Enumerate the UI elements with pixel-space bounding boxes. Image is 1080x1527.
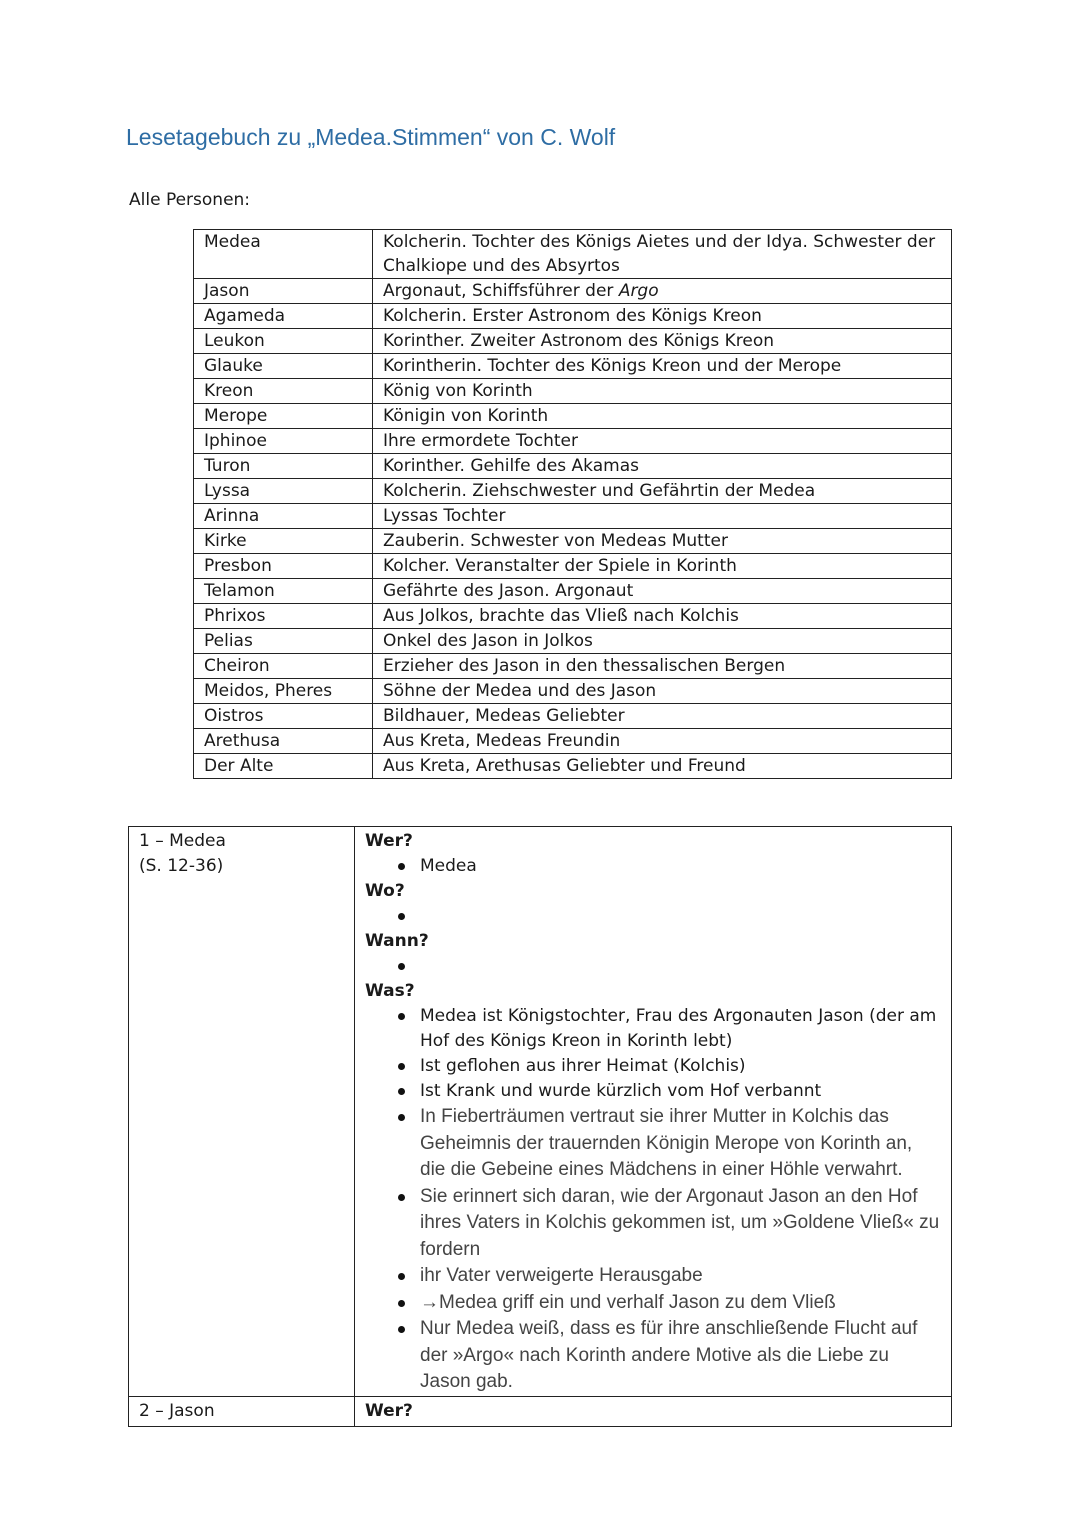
table-row — [194, 554, 952, 579]
person-name: Lyssa — [194, 479, 373, 504]
person-name: Turon — [194, 454, 373, 479]
person-description-text: König von Korinth — [383, 381, 533, 401]
table-row — [194, 329, 952, 354]
person-description-text: Kolcherin. Erster Astronom des Königs Kreon — [383, 306, 762, 326]
person-name: Agameda — [194, 304, 373, 329]
table-row — [194, 729, 952, 754]
person-description-text: Kolcherin. Ziehschwester und Gefährtin der Medea — [383, 481, 816, 501]
wer-label: Wer? — [365, 1400, 413, 1421]
list-item: Medea ist Königstochter, Frau des Argonauten Jason (der am Hof des Königs Kreon in Korinth lebt) — [365, 1004, 941, 1054]
person-description-text: Aus Kreta, Medeas Freundin — [383, 731, 621, 751]
chapter-2-content — [355, 1396, 952, 1426]
person-description — [373, 554, 952, 579]
person-description-text: Kolcher. Veranstalter der Spiele in Korinth — [383, 556, 737, 576]
list-item: Nur Medea weiß, dass es für ihre anschließende Flucht auf der »Argo« nach Korinth andere Motive als die Liebe zu Jason gab. — [365, 1316, 941, 1396]
chapter-1-heading: 1 – Medea — [139, 831, 226, 851]
person-description-text: Gefährte des Jason. Argonaut — [383, 581, 634, 601]
list-item: Medea — [365, 854, 941, 879]
persons-table — [193, 229, 952, 779]
person-description — [373, 654, 952, 679]
list-item: Ist Krank und wurde kürzlich vom Hof verbannt — [365, 1079, 941, 1104]
table-row — [194, 479, 952, 504]
person-name: Medea — [194, 230, 373, 279]
table-row — [194, 579, 952, 604]
list-item: In Fieberträumen vertraut sie ihrer Mutter in Kolchis das Geheimnis der trauernden Königin Merope von Korinth an, die die Gebeine eines Mädchens in einer Höhle verwahrt. — [365, 1104, 941, 1184]
person-description-text: Erzieher des Jason in den thessalischen Bergen — [383, 656, 786, 676]
list-item: ihr Vater verweigerte Herausgabe — [365, 1263, 941, 1290]
person-description — [373, 579, 952, 604]
person-name: Iphinoe — [194, 429, 373, 454]
person-description — [373, 629, 952, 654]
person-name: Arinna — [194, 504, 373, 529]
person-name: Merope — [194, 404, 373, 429]
person-description — [373, 304, 952, 329]
person-name: Presbon — [194, 554, 373, 579]
person-description — [373, 230, 952, 279]
person-description-text: Lyssas Tochter — [383, 506, 506, 526]
table-row — [194, 379, 952, 404]
person-name: Telamon — [194, 579, 373, 604]
list-item: Sie erinnert sich daran, wie der Argonaut Jason an den Hof ihres Vaters in Kolchis gekommen ist, um »Goldene Vließ« zu fordern — [365, 1184, 941, 1264]
chapter-row-2 — [129, 1396, 952, 1426]
person-description-text: Ihre ermordete Tochter — [383, 431, 578, 451]
person-description-text: Aus Kreta, Arethusas Geliebter und Freund — [383, 756, 746, 776]
chapter-1-pages: (S. 12-36) — [139, 856, 224, 876]
person-description — [373, 604, 952, 629]
person-name: Der Alte — [194, 754, 373, 779]
wann-list — [365, 954, 941, 979]
person-description-text: Korinther. Zweiter Astronom des Königs Kreon — [383, 331, 775, 351]
person-description — [373, 679, 952, 704]
table-row — [194, 454, 952, 479]
table-row — [194, 404, 952, 429]
list-item: Ist geflohen aus ihrer Heimat (Kolchis) — [365, 1054, 941, 1079]
person-description — [373, 404, 952, 429]
wer-list — [365, 854, 941, 879]
person-description — [373, 504, 952, 529]
person-name: Pelias — [194, 629, 373, 654]
person-description — [373, 379, 952, 404]
table-row — [194, 354, 952, 379]
table-row — [194, 304, 952, 329]
persons-heading: Alle Personen: — [129, 190, 251, 210]
person-description — [373, 454, 952, 479]
person-name: Glauke — [194, 354, 373, 379]
chapter-1-cell — [129, 827, 355, 1397]
was-list — [365, 1004, 941, 1396]
list-item — [365, 904, 941, 929]
person-description — [373, 329, 952, 354]
table-row — [194, 679, 952, 704]
person-description-text: Korinther. Gehilfe des Akamas — [383, 456, 639, 476]
person-name: Kreon — [194, 379, 373, 404]
table-row — [194, 279, 952, 304]
table-row — [194, 704, 952, 729]
wo-list — [365, 904, 941, 929]
wer-label: Wer? — [365, 831, 413, 851]
list-item — [365, 954, 941, 979]
table-row — [194, 429, 952, 454]
person-description-text: Bildhauer, Medeas Geliebter — [383, 706, 625, 726]
was-label: Was? — [365, 981, 415, 1001]
person-description-text: Königin von Korinth — [383, 406, 549, 426]
person-description — [373, 354, 952, 379]
table-row — [194, 504, 952, 529]
person-description — [373, 529, 952, 554]
person-description — [373, 479, 952, 504]
table-row — [194, 654, 952, 679]
person-name: Jason — [194, 279, 373, 304]
person-description-text: Aus Jolkos, brachte das Vließ nach Kolchis — [383, 606, 739, 626]
list-item: →Medea griff ein und verhalf Jason zu dem Vließ — [365, 1290, 941, 1317]
person-name: Oistros — [194, 704, 373, 729]
person-description-text: Zauberin. Schwester von Medeas Mutter — [383, 531, 728, 551]
person-name: Meidos, Pheres — [194, 679, 373, 704]
chapter-2-heading: 2 – Jason — [129, 1396, 355, 1426]
table-row — [194, 230, 952, 279]
wo-label: Wo? — [365, 881, 405, 901]
chapter-table — [128, 826, 952, 1427]
person-description — [373, 729, 952, 754]
person-description — [373, 704, 952, 729]
table-row — [194, 629, 952, 654]
person-description — [373, 279, 952, 304]
table-row — [194, 754, 952, 779]
wann-label: Wann? — [365, 931, 429, 951]
table-row — [194, 604, 952, 629]
ship-name: Argo — [618, 281, 659, 301]
chapter-row-1 — [129, 827, 952, 1397]
person-description — [373, 429, 952, 454]
person-name: Arethusa — [194, 729, 373, 754]
person-name: Cheiron — [194, 654, 373, 679]
page-title: Lesetagebuch zu „Medea.Stimmen“ von C. Wolf — [126, 124, 616, 150]
person-name: Kirke — [194, 529, 373, 554]
person-description-text: Korintherin. Tochter des Königs Kreon und der Merope — [383, 356, 842, 376]
person-description-text: Onkel des Jason in Jolkos — [383, 631, 593, 651]
table-row — [194, 529, 952, 554]
person-description-text: Argonaut, Schiffsführer der — [383, 281, 619, 301]
person-name: Leukon — [194, 329, 373, 354]
person-description — [373, 754, 952, 779]
person-name: Phrixos — [194, 604, 373, 629]
person-description-text: Kolcherin. Tochter des Königs Aietes und der Idya. Schwester der Chalkiope und des Absyrtos — [383, 232, 936, 276]
chapter-1-content — [355, 827, 952, 1397]
person-description-text: Söhne der Medea und des Jason — [383, 681, 657, 701]
